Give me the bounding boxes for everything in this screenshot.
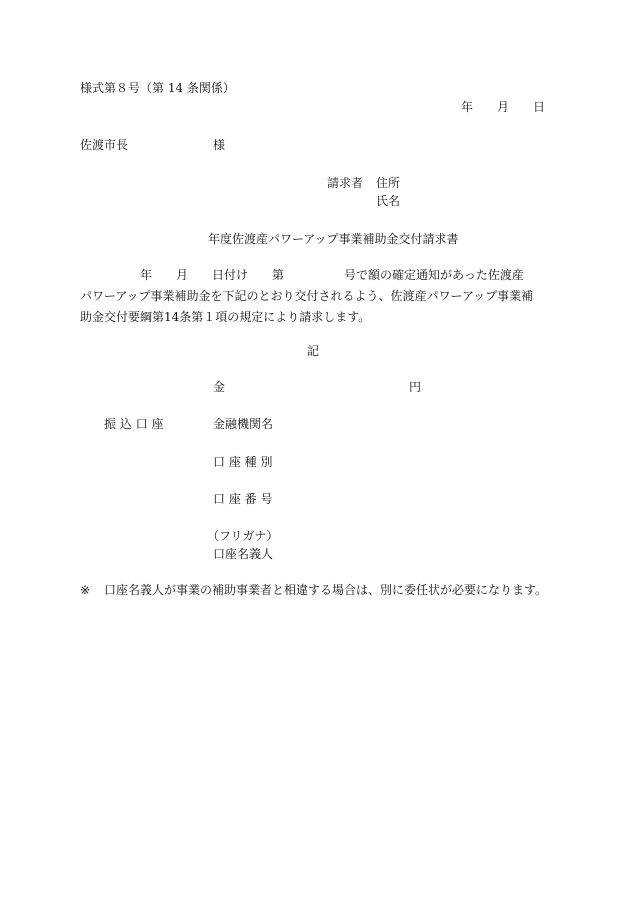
furigana-label: （フリガナ） — [207, 529, 279, 543]
bank-section-label: 振 込 口 座 — [104, 417, 164, 431]
account-number-label: 口 座 番 号 — [213, 492, 273, 506]
requester-address-label: 住所 — [376, 176, 401, 190]
body-line-1: 年 月 日付け 第 号で額の確定通知があった佐渡産 — [80, 268, 524, 282]
document-title: 年度佐渡産パワーアップ事業補助金交付請求書 — [208, 232, 459, 246]
date-line: 年 月 日 — [461, 100, 546, 114]
form-number: 様式第８号（第 14 条関係） — [80, 81, 235, 95]
note-mark: ※ — [80, 583, 91, 597]
request-body — [80, 265, 555, 328]
addressee-name: 佐渡市長 — [80, 138, 129, 152]
bank-institution-label: 金融機関名 — [213, 417, 274, 431]
requester-name-label: 氏名 — [376, 194, 401, 208]
amount-unit: 円 — [409, 380, 422, 394]
body-line-2: パワーアップ事業補助金を下記のとおり交付されるよう、佐渡産パワーアップ事業補 — [80, 289, 534, 303]
account-holder-label: 口座名義人 — [213, 547, 274, 561]
footnote — [80, 582, 547, 598]
requester-label: 請求者 — [327, 176, 364, 190]
note-text: 口座名義人が事業の補助事業者と相違する場合は、別に委任状が必要になります。 — [104, 583, 548, 597]
amount-label: 金 — [213, 380, 226, 394]
body-line-3: 助金交付要綱第14条第１項の規定により請求します。 — [80, 310, 371, 324]
ki-heading: 記 — [307, 344, 320, 358]
account-type-label: 口 座 種 別 — [213, 455, 273, 469]
addressee-honorific: 様 — [213, 138, 226, 152]
